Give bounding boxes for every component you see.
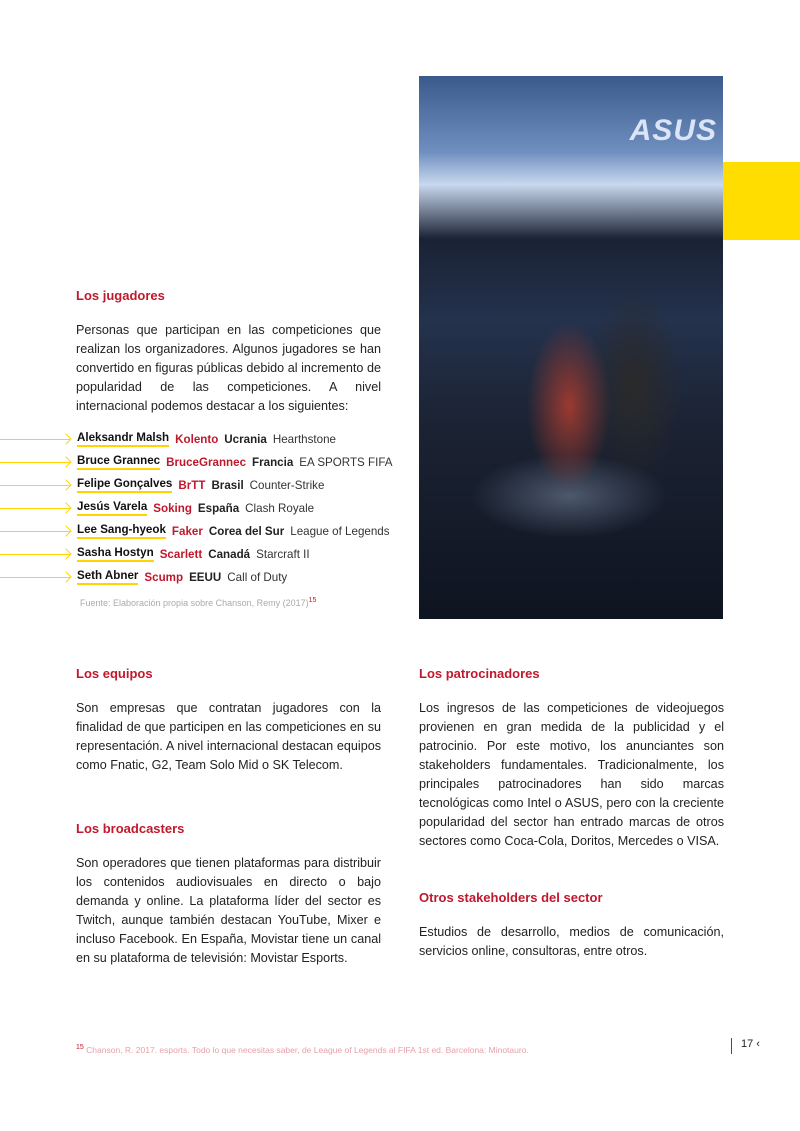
player-name: Bruce Grannec xyxy=(77,454,160,470)
player-row xyxy=(0,523,390,539)
player-name: Aleksandr Malsh xyxy=(77,431,169,447)
arrow-icon xyxy=(0,531,70,532)
player-row xyxy=(0,477,324,493)
arrow-icon xyxy=(0,508,70,509)
arrow-icon xyxy=(0,462,70,463)
arrow-icon xyxy=(0,485,70,486)
player-nickname: BruceGrannec xyxy=(166,455,247,469)
arrow-icon xyxy=(0,439,70,440)
yellow-accent-block xyxy=(723,162,800,240)
page-number: 17 ‹ xyxy=(731,1038,760,1054)
player-game: EA SPORTS FIFA xyxy=(299,455,393,469)
sponsors-heading: Los patrocinadores xyxy=(419,666,540,681)
player-name: Jesús Varela xyxy=(77,500,147,516)
asus-logo: ASUS xyxy=(629,114,717,147)
player-game: Clash Royale xyxy=(245,501,315,515)
player-nickname: BrTT xyxy=(178,478,206,492)
others-paragraph: Estudios de desarrollo, medios de comunicación, servicios online, consultoras, entre otros. xyxy=(419,925,724,958)
player-nickname: Faker xyxy=(171,524,203,538)
player-nickname: Soking xyxy=(153,501,192,515)
player-game: Hearthstone xyxy=(272,432,336,446)
players-paragraph: Personas que participan en las competiciones que realizan los organizadores. Algunos jugadores se han convertido en figuras públicas debido al incremento de popularidad de las competiciones. A nivel internacional podemos destacar a los siguientes: xyxy=(76,323,381,413)
player-row xyxy=(0,569,287,585)
player-nickname: Kolento xyxy=(175,432,219,446)
player-row xyxy=(0,431,336,447)
player-country: EEUU xyxy=(189,570,222,584)
player-country: Canadá xyxy=(208,547,251,561)
broadcasters-heading: Los broadcasters xyxy=(76,821,185,836)
player-name: Felipe Gonçalves xyxy=(77,477,172,493)
others-heading: Otros stakeholders del sector xyxy=(419,890,603,905)
player-row xyxy=(0,500,314,516)
esports-event-photo xyxy=(419,76,723,619)
player-country: España xyxy=(197,501,240,515)
table-source: Fuente: Elaboración propia sobre Chanson, Remy $(2017)^{15}$ xyxy=(80,597,317,608)
player-country: Brasil xyxy=(211,478,244,492)
player-row xyxy=(0,546,310,562)
sponsors-paragraph: Los ingresos de las competiciones de videojuegos provienen en gran medida de la publicidad y el patrocinio. Por este motivo, los anunciantes son stakeholders fundamentales. Tradicionalmente, los principales patrocinadores han sido marcas tecnológicas como Intel o ASUS, pero con la creciente popularidad del sector han entrado marcas de otros sectores como Coca-Cola, Doritos, Mercedes o VISA. xyxy=(419,701,724,848)
player-game: Call of Duty xyxy=(227,570,288,584)
broadcasters-paragraph: Son operadores que tienen plataformas para distribuir los contenidos audiovisuales en directo o bajo demanda y online. La plataforma líder del sector es Twitch, aunque también destacan YouTube, Mixer e incluso Facebook. En España, Movistar tiene un canal en su plataforma de televisión: Movistar Esports. xyxy=(76,856,381,965)
footnote: $^{15}$ Chanson, R. 2017. esports. Todo lo que necesitas saber, de League of Legends al FIFA 1st ed. Barcelona: Minotauro. xyxy=(76,1044,529,1055)
player-name: Sasha Hostyn xyxy=(77,546,154,562)
player-game: Starcraft II xyxy=(256,547,310,561)
player-nickname: Scarlett xyxy=(159,547,203,561)
player-country: Ucrania xyxy=(224,432,267,446)
player-country: Francia xyxy=(252,455,294,469)
players-heading: Los jugadores xyxy=(76,288,165,303)
player-game: League of Legends xyxy=(290,524,390,538)
player-name: Seth Abner xyxy=(77,569,138,585)
player-country: Corea del Sur xyxy=(208,524,285,538)
player-nickname: Scump xyxy=(144,570,184,584)
player-game: Counter-Strike xyxy=(249,478,325,492)
arrow-icon xyxy=(0,554,70,555)
teams-paragraph: Son empresas que contratan jugadores con la finalidad de que participen en las competiciones en su representación. A nivel internacional destacan equipos como Fnatic, G2, Team Solo Mid o SK Telecom. xyxy=(76,701,381,772)
player-row xyxy=(0,454,393,470)
player-name: Lee Sang-hyeok xyxy=(77,523,166,539)
arrow-icon xyxy=(0,577,70,578)
teams-heading: Los equipos xyxy=(76,666,153,681)
